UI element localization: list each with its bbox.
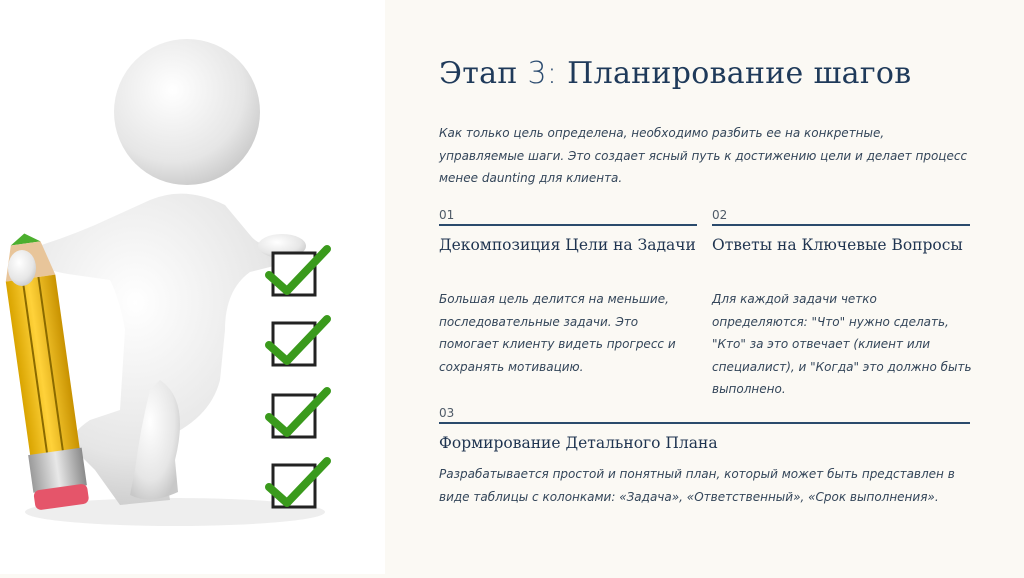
title-stage-number: 3:: [527, 56, 558, 91]
checkbox-column: [265, 243, 335, 533]
checkmark-icon: [269, 319, 327, 365]
title-text: Планирование шагов: [567, 56, 912, 91]
page-title: [439, 56, 979, 91]
step-divider: [439, 224, 697, 226]
step-heading: Формирование Детального Плана: [439, 434, 718, 452]
step-heading: Ответы на Ключевые Вопросы: [712, 236, 963, 254]
checkmark-icon: [269, 391, 327, 437]
step-heading: Декомпозиция Цели на Задачи: [439, 236, 696, 254]
step-divider: [712, 224, 970, 226]
checkmark-icon: [269, 249, 327, 295]
step-divider: [439, 422, 970, 424]
checkmark-icon: [269, 461, 327, 507]
intro-paragraph: Как только цель определена, необходимо разбить ее на конкретные, управляемые шаги. Это создает ясный путь к достижению цели и делает процесс менее daunting для клиента.: [439, 126, 968, 185]
step-description: Разрабатывается простой и понятный план, который может быть представлен в виде таблицы с колонками: «Задача», «Ответственный», «Срок выполнения».: [439, 467, 955, 504]
slide-content: [439, 0, 979, 574]
step-number: 03: [439, 406, 455, 420]
illustration: [0, 0, 385, 574]
step-number: 02: [712, 208, 728, 222]
step-description: Для каждой задачи четко определяются: "Что" нужно сделать, "Кто" за это отвечает (клиент или специалист), и "Когда" это должно быть выполнено.: [712, 292, 972, 396]
title-prefix: Этап: [439, 56, 518, 91]
step-number: 01: [439, 208, 455, 222]
step-description: Большая цель делится на меньшие, последовательные задачи. Это помогает клиенту видеть прогресс и сохранять мотивацию.: [439, 292, 676, 374]
